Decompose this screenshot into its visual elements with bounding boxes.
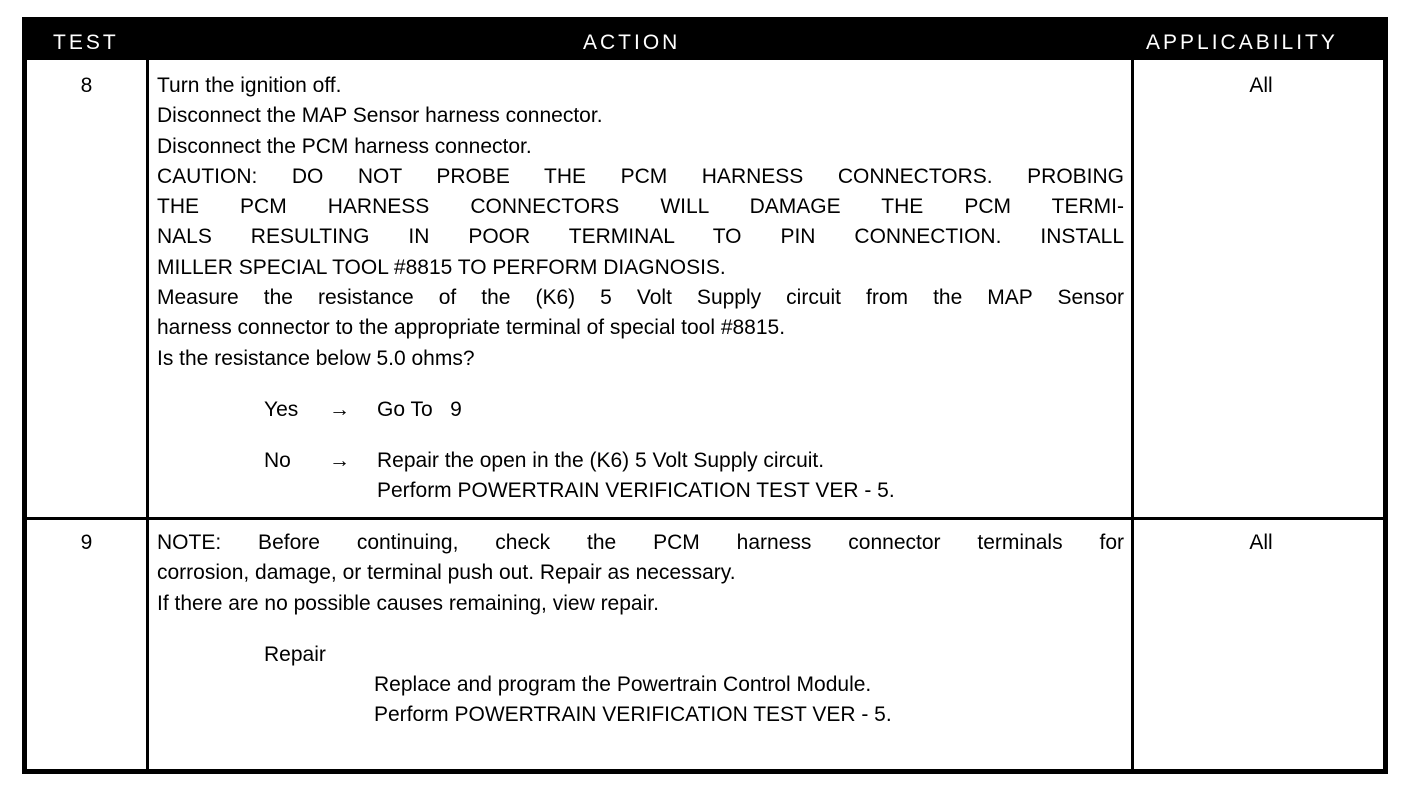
table-header xyxy=(27,22,1383,60)
repair-line1: Replace and program the Powertrain Control Module. xyxy=(374,673,872,696)
action-line: If there are no possible causes remaining, view repair. xyxy=(157,591,659,615)
action-text-9 xyxy=(157,528,1124,619)
applicability-9: All xyxy=(1249,531,1273,554)
arrow-right-icon: → xyxy=(329,398,350,421)
note-line: corrosion, damage, or terminal push out. Repair as necessary. xyxy=(157,561,736,585)
action-line: Disconnect the MAP Sensor harness connector. xyxy=(157,104,603,128)
caution-line: NALS RESULTING IN POOR TERMINAL TO PIN CONNECTION. INSTALL xyxy=(157,225,1124,249)
arrow-right-icon: → xyxy=(329,449,350,472)
action-line: Disconnect the PCM harness connector. xyxy=(157,134,532,158)
row-divider xyxy=(27,517,1383,520)
caution-line: CAUTION: DO NOT PROBE THE PCM HARNESS CONNECTORS. PROBING xyxy=(157,164,1124,188)
test-number-9: 9 xyxy=(80,531,93,554)
caution-line: THE PCM HARNESS CONNECTORS WILL DAMAGE THE PCM TERMI- xyxy=(157,195,1124,219)
no-label: No xyxy=(264,449,291,472)
action-text-8 xyxy=(157,71,1124,374)
note-line: NOTE: Before continuing, check the PCM harness connector terminals for xyxy=(157,531,1124,554)
no-result-line1: Repair the open in the (K6) 5 Volt Supply circuit. xyxy=(377,449,825,472)
column-divider xyxy=(146,60,149,774)
action-line: Turn the ignition off. xyxy=(157,74,342,97)
diagnostic-table xyxy=(22,17,1388,774)
no-result-line2: Perform POWERTRAIN VERIFICATION TEST VER - 5. xyxy=(377,479,895,502)
repair-line2: Perform POWERTRAIN VERIFICATION TEST VER - 5. xyxy=(374,703,892,726)
header-applicability: APPLICABILITY xyxy=(1146,31,1338,54)
test-number-8: 8 xyxy=(80,74,93,97)
yes-label: Yes xyxy=(264,398,299,421)
action-line: harness connector to the appropriate terminal of special tool #8815. xyxy=(157,316,786,340)
repair-label: Repair xyxy=(264,643,326,666)
header-action: ACTION xyxy=(583,31,681,54)
header-test: TEST xyxy=(53,31,119,54)
column-divider xyxy=(1131,60,1134,774)
yes-result: Go To 9 xyxy=(377,398,462,421)
question-line: Is the resistance below 5.0 ohms? xyxy=(157,346,475,370)
caution-line: MILLER SPECIAL TOOL #8815 TO PERFORM DIAGNOSIS. xyxy=(157,255,726,279)
applicability-8: All xyxy=(1249,74,1273,97)
action-line: Measure the resistance of the (K6) 5 Volt Supply circuit from the MAP Sensor xyxy=(157,286,1124,310)
